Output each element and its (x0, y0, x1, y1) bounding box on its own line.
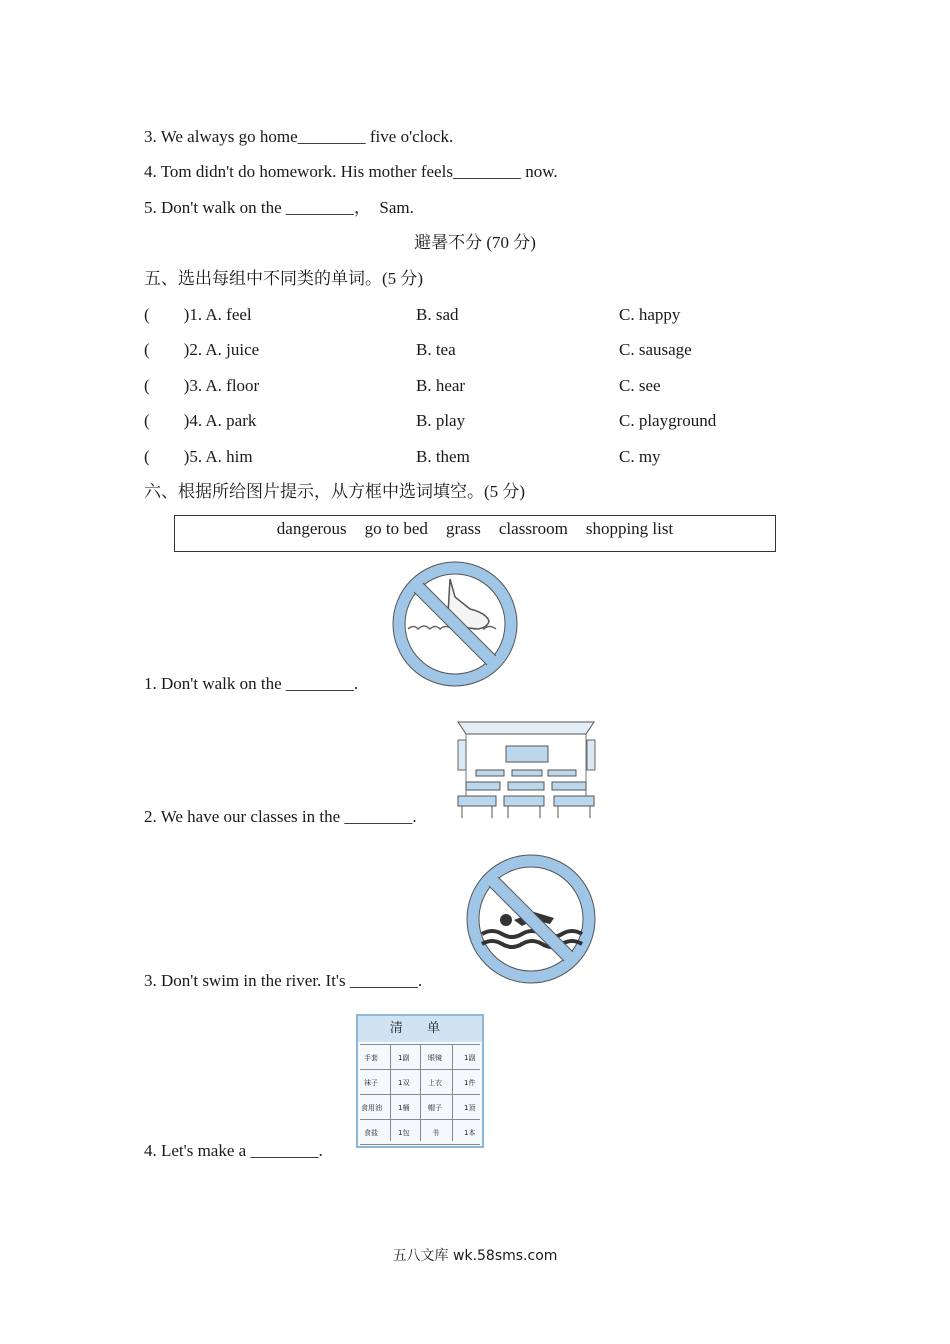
word-bank-item: shopping list (585, 519, 674, 538)
picture-question-1: 1. Don't walk on the ________. (144, 674, 359, 693)
question-row (144, 339, 844, 361)
question-option-c: C. my (619, 447, 661, 466)
no-swimming-sign-image (464, 852, 598, 986)
question-option-c: C. playground (619, 411, 717, 430)
question-option-c: C. sausage (619, 340, 692, 359)
list-cell: 1件 (464, 1079, 476, 1087)
question-option-b: B. hear (416, 376, 466, 395)
list-cell: 食用油 (361, 1104, 382, 1112)
word-bank-item: dangerous (276, 519, 347, 538)
question-row (144, 304, 844, 326)
shopping-list-title: 清 单 (358, 1016, 482, 1042)
shopping-list-row (360, 1044, 480, 1069)
question-row (144, 410, 844, 432)
section-score: 避暑不分 (70 分) (414, 233, 536, 252)
question-option-c: C. see (619, 376, 661, 395)
question-option-a: ( )3. A. floor (144, 376, 260, 395)
question-option-c: C. happy (619, 305, 681, 324)
list-cell: 1顶 (464, 1104, 476, 1112)
list-cell: 眼镜 (428, 1054, 442, 1062)
question-option-a: ( )5. A. him (144, 447, 253, 466)
shopping-list-row (360, 1094, 480, 1119)
fill-item-5: 5. Don't walk on the ________， Sam. (144, 198, 414, 217)
word-bank-item: grass (445, 519, 481, 538)
list-cell: 帽子 (428, 1104, 442, 1112)
question-option-b: B. play (416, 411, 466, 430)
picture-question-3: 3. Don't swim in the river. It's ________. (144, 971, 423, 990)
shopping-list-row (360, 1119, 480, 1145)
fill-item-3: 3. We always go home________ five o'clock. (144, 127, 454, 146)
list-cell: 上衣 (428, 1079, 442, 1087)
list-cell: 1副 (464, 1054, 476, 1062)
question-option-a: ( )1. A. feel (144, 305, 252, 324)
no-walking-on-grass-sign-image (390, 559, 520, 689)
word-bank (175, 519, 775, 539)
section5-title: 五、选出每组中不同类的单词。(5 分) (144, 269, 424, 288)
question-row (144, 446, 844, 468)
question-row (144, 375, 844, 397)
word-bank-box (174, 515, 776, 552)
page-footer: 五八文库 wk.58sms.com (392, 1248, 558, 1264)
question-option-a: ( )2. A. juice (144, 340, 260, 359)
shopping-list-image (356, 1014, 484, 1148)
picture-question-2: 2. We have our classes in the ________. (144, 807, 417, 826)
picture-question-4: 4. Let's make a ________. (144, 1141, 323, 1160)
list-cell: 书 (432, 1129, 439, 1137)
question-option-b: B. them (416, 447, 470, 466)
list-cell: 1副 (398, 1054, 410, 1062)
list-cell: 1桶 (398, 1104, 410, 1112)
classroom-image (456, 720, 596, 820)
list-cell: 手套 (364, 1054, 378, 1062)
word-bank-item: classroom (498, 519, 568, 538)
section6-title: 六、根据所给图片提示，从方框中选词填空。(5 分) (144, 482, 526, 501)
word-bank-item: go to bed (364, 519, 428, 538)
list-cell: 1包 (398, 1129, 410, 1137)
question-option-b: B. tea (416, 340, 456, 359)
shopping-list-row (360, 1069, 480, 1094)
list-cell: 1本 (464, 1129, 476, 1137)
list-cell: 1双 (398, 1079, 410, 1087)
fill-item-4: 4. Tom didn't do homework. His mother feels________ now. (144, 162, 558, 181)
question-option-b: B. sad (416, 305, 459, 324)
list-cell: 食盐 (364, 1129, 378, 1137)
question-option-a: ( )4. A. park (144, 411, 257, 430)
list-cell: 袜子 (364, 1079, 378, 1087)
